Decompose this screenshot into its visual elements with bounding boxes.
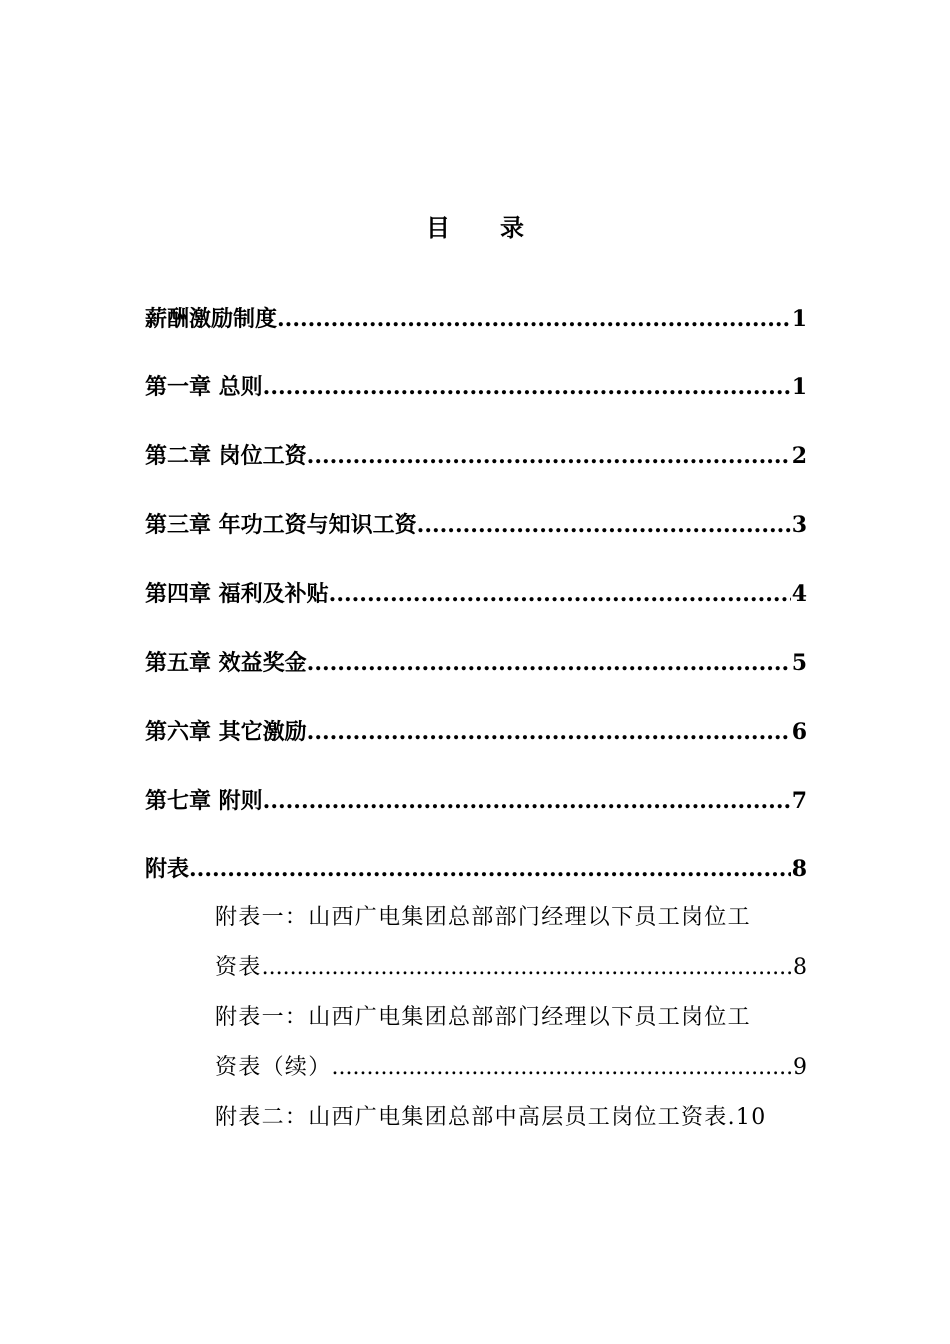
toc-leader-dots: [263, 372, 791, 402]
toc-entry-label: 第二章 岗位工资: [145, 443, 307, 469]
toc-leader-dots: [307, 717, 791, 747]
toc-entry[interactable]: [145, 510, 807, 540]
toc-entry-page: 1: [791, 306, 807, 332]
toc-entry[interactable]: [145, 786, 807, 816]
toc-entry-page: 2: [791, 443, 807, 469]
toc-entry-label: 第四章 福利及补贴: [145, 581, 329, 607]
toc-sub-entry[interactable]: [215, 893, 807, 993]
toc-sub-entry[interactable]: [215, 993, 807, 1093]
toc-entry-label: 第三章 年功工资与知识工资: [145, 512, 417, 538]
toc-entry-label: 第一章 总则: [145, 374, 263, 400]
toc-entry-label: 薪酬激励制度: [145, 306, 278, 332]
toc-entry-page: 7: [791, 788, 807, 814]
toc-sub-entry-label-cont: 资表（续）: [215, 1055, 332, 1080]
toc-entry[interactable]: [145, 441, 807, 471]
toc-entry[interactable]: [145, 717, 807, 747]
toc-entry[interactable]: [145, 648, 807, 678]
toc-entry-label: 第七章 附则: [145, 788, 263, 814]
toc-entry[interactable]: [145, 854, 807, 884]
toc-entry-page: 8: [791, 856, 807, 882]
toc-entry-page: 5: [791, 650, 807, 676]
toc-leader-dots: [329, 579, 791, 609]
toc-entry-label: 附表: [145, 856, 190, 882]
toc-leader-dots: [332, 1043, 793, 1093]
toc-title-left: 目: [426, 213, 450, 242]
toc-sub-entry-label-cont: 资表: [215, 955, 262, 980]
toc-sub-entry-page: 8: [793, 955, 807, 980]
toc-leader-dots: [307, 441, 791, 471]
toc-entry-page: 6: [791, 719, 807, 745]
toc-leader-dots: [263, 786, 791, 816]
toc-entry-page: 1: [791, 374, 807, 400]
toc-sub-entry-page: 9: [793, 1055, 807, 1080]
toc-leader-dots: [262, 943, 793, 993]
toc-title: [0, 208, 950, 243]
toc-entry-page: 3: [791, 512, 807, 538]
toc-sub-entry-label: 附表一：山西广电集团总部部门经理以下员工岗位工: [215, 905, 751, 930]
toc-title-right: 录: [500, 213, 524, 242]
toc-entry[interactable]: [145, 579, 807, 609]
toc-leader-dots: [277, 304, 791, 334]
toc-entry-label: 第六章 其它激励: [145, 719, 307, 745]
toc-entry[interactable]: [145, 304, 807, 334]
toc-entry-page: 4: [791, 581, 807, 607]
toc-sub-entry-label: 附表一：山西广电集团总部部门经理以下员工岗位工: [215, 1005, 751, 1030]
toc-sub-entry-label: 附表二：山西广电集团总部中高层员工岗位工资表.10: [215, 1105, 767, 1130]
toc-entry-label: 第五章 效益奖金: [145, 650, 307, 676]
toc-leader-dots: [307, 648, 791, 678]
toc-entry[interactable]: [145, 372, 807, 402]
toc-leader-dots: [417, 510, 791, 540]
toc-sub-entry[interactable]: [215, 1103, 807, 1133]
toc-leader-dots: [189, 854, 791, 884]
